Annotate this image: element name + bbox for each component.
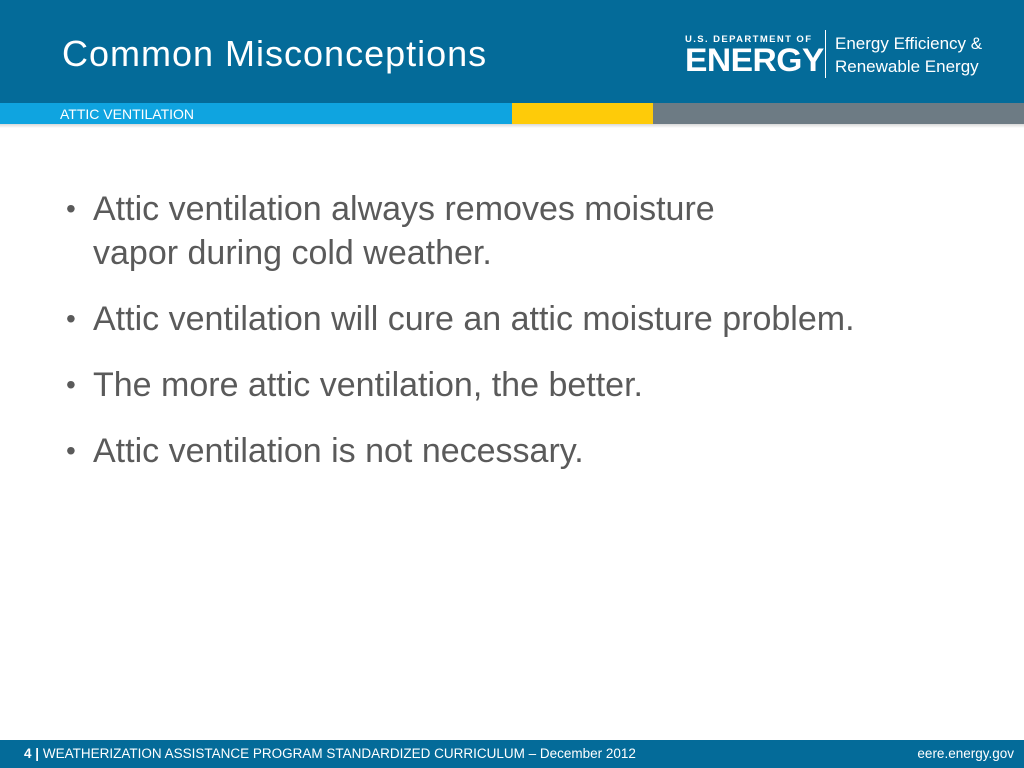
slide-header xyxy=(0,0,1024,103)
logo-office-line-1: Energy Efficiency & xyxy=(835,34,983,53)
slide-footer xyxy=(0,740,1024,768)
header-shadow xyxy=(0,124,1024,128)
bullet-item xyxy=(66,297,966,341)
bullet-list xyxy=(66,187,966,495)
header-stripe-gray xyxy=(653,103,1024,124)
bullet-text-line: Attic ventilation will cure an attic moisture problem. xyxy=(93,300,855,338)
footer-separator: | xyxy=(35,746,40,761)
bullet-text-line: Attic ventilation always removes moisture xyxy=(93,190,715,228)
bullet-text-line: The more attic ventilation, the better. xyxy=(93,366,643,404)
footer-website: eere.energy.gov xyxy=(917,746,1014,761)
logo-office-line-2: Renewable Energy xyxy=(835,57,979,76)
footer-left xyxy=(24,746,636,761)
bullet-item xyxy=(66,187,966,275)
logo-divider xyxy=(825,30,826,78)
bullet-item xyxy=(66,429,966,473)
logo-office-name xyxy=(835,32,982,78)
doe-eere-logo xyxy=(685,32,1005,78)
bullet-text-line: vapor during cold weather. xyxy=(93,234,492,272)
footer-text: WEATHERIZATION ASSISTANCE PROGRAM STANDARDIZED CURRICULUM – December 2012 xyxy=(42,746,636,761)
bullet-text-line: Attic ventilation is not necessary. xyxy=(93,432,584,470)
bullet-icon: • xyxy=(66,193,76,224)
bullet-icon: • xyxy=(66,303,76,334)
header-stripe-yellow xyxy=(512,103,653,124)
page-number: 4 xyxy=(24,746,32,761)
logo-energy-wordmark: ENERGY xyxy=(685,42,824,78)
bullet-icon: • xyxy=(66,435,76,466)
logo-department-text: U.S. DEPARTMENT OF xyxy=(685,34,813,45)
slide-title: Common Misconceptions xyxy=(62,33,488,74)
bullet-item xyxy=(66,363,966,407)
section-label: ATTIC VENTILATION xyxy=(60,106,195,122)
bullet-icon: • xyxy=(66,369,76,400)
